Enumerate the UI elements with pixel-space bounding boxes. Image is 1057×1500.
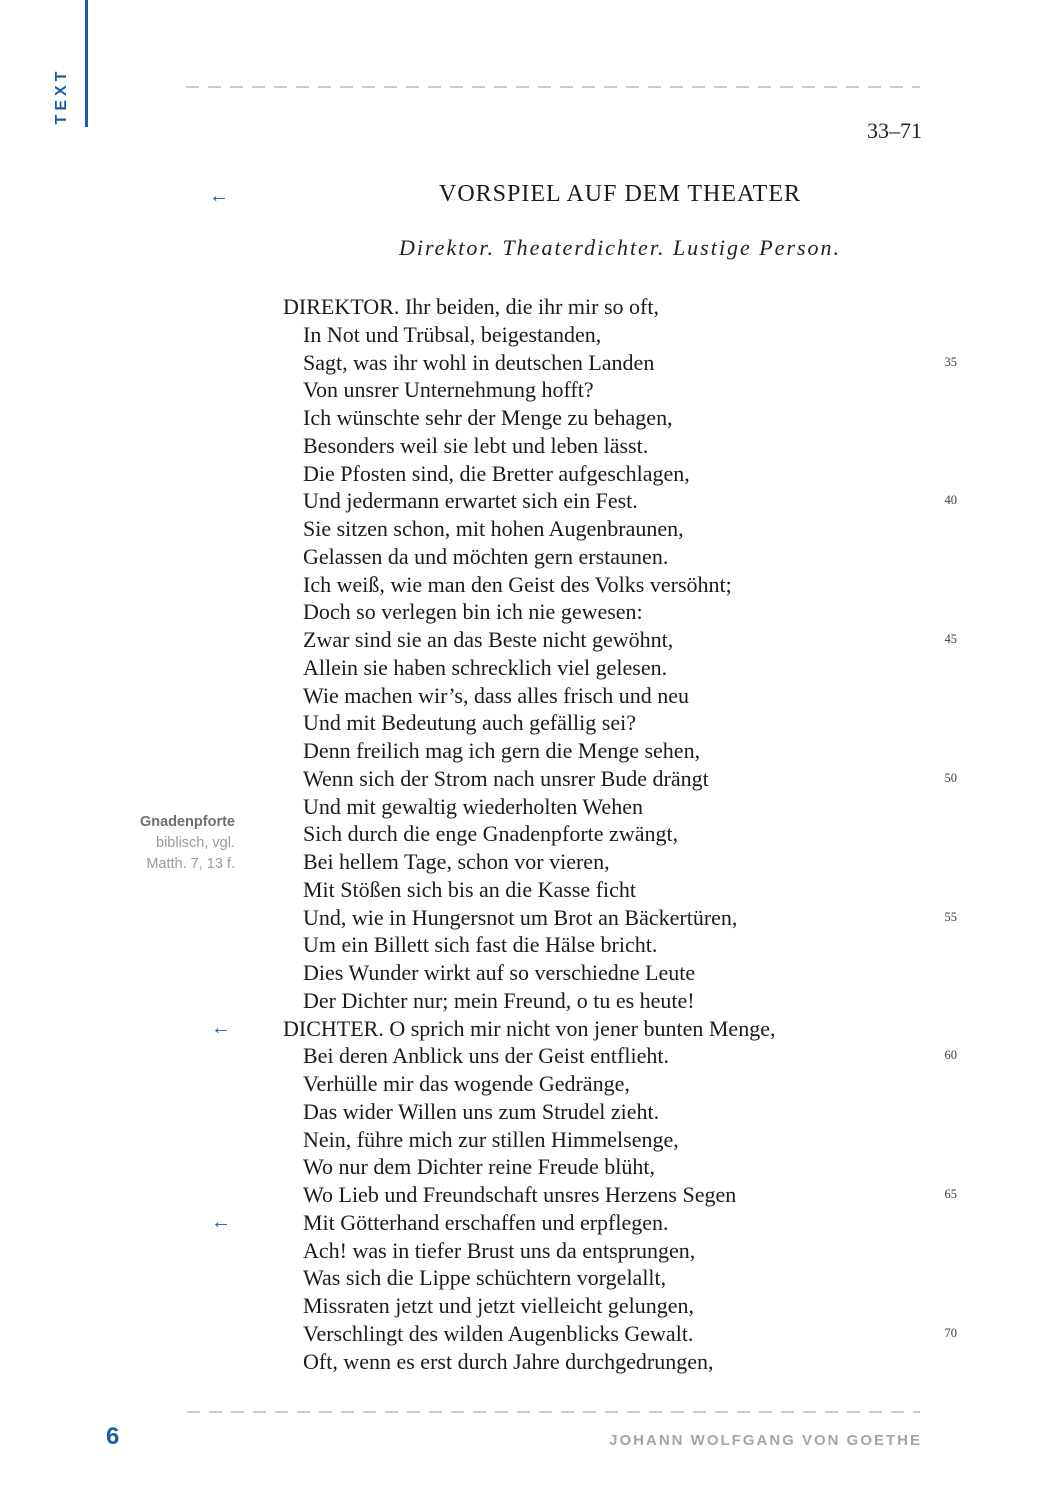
poem-line xyxy=(283,376,957,404)
margin-note-term: Gnadenpforte xyxy=(139,814,235,830)
poem-line xyxy=(283,349,957,377)
poem-line xyxy=(283,1181,957,1209)
poem-line xyxy=(283,571,957,599)
poem-line xyxy=(283,1126,957,1154)
bottom-dashed-rule xyxy=(187,1411,920,1413)
poem-line xyxy=(283,709,957,737)
poem-line xyxy=(283,904,957,932)
poem-line xyxy=(211,1015,957,1043)
verse-text: Verschlingt des wilden Augenblicks Gewalt. xyxy=(303,1320,694,1346)
verse-text: Von unsrer Unternehmung hofft? xyxy=(303,377,594,403)
margin-note xyxy=(95,812,235,875)
running-footer-author: JOHANN WOLFGANG VON GOETHE xyxy=(609,1432,922,1449)
poem-line xyxy=(283,848,957,876)
verse-text: DIREKTOR. Ihr beiden, die ihr mir so oft, xyxy=(283,294,659,319)
verse-text: In Not und Trübsal, beigestanden, xyxy=(303,321,602,347)
poem-line xyxy=(283,682,957,710)
poem-line xyxy=(283,460,957,488)
verse-text: Und, wie in Hungersnot um Brot an Bäckertüren, xyxy=(303,904,738,930)
poem-line xyxy=(283,1098,957,1126)
poem-line xyxy=(283,432,957,460)
verse-text: Verhülle mir das wogende Gedränge, xyxy=(303,1071,630,1096)
scene-title: VORSPIEL AUF DEM THEATER xyxy=(438,181,802,207)
verse-text: Bei deren Anblick uns der Geist entflieht. xyxy=(303,1043,669,1069)
verse-text: Der Dichter nur; mein Freund, o tu es heute! xyxy=(303,987,695,1013)
verse-text: Wo nur dem Dichter reine Freude blüht, xyxy=(303,1154,655,1180)
verse-text: Bei hellem Tage, schon vor vieren, xyxy=(303,849,610,874)
scene-characters: Direktor. Theaterdichter. Lustige Person. xyxy=(398,235,842,260)
verse-text: Besonders weil sie lebt und leben lässt. xyxy=(303,432,649,458)
verse-text: Mit Götterhand erschaffen und erpflegen. xyxy=(303,1209,669,1235)
verse-text: Allein sie haben schrecklich viel gelesen. xyxy=(303,654,668,680)
verse-text: Sagt, was ihr wohl in deutschen Landen xyxy=(303,349,655,375)
verse-text: Doch so verlegen bin ich nie gewesen: xyxy=(303,599,643,625)
edge-tab-label: TEXT xyxy=(53,67,70,125)
verse-text: Ich weiß, wie man den Geist des Volks versöhnt; xyxy=(303,571,732,597)
poem-line xyxy=(283,987,957,1015)
poem-line xyxy=(283,654,957,682)
verse-number: 40 xyxy=(944,493,957,508)
verse-text: Ich wünschte sehr der Menge zu behagen, xyxy=(303,405,673,430)
edge-tab-bar xyxy=(85,0,88,127)
page-number: 6 xyxy=(106,1423,120,1450)
verse-text: DICHTER. O sprich mir nicht von jener bunten Menge, xyxy=(283,1015,776,1041)
verse-text: Wo Lieb und Freundschaft unsres Herzens Segen xyxy=(303,1182,737,1207)
poem-line xyxy=(283,598,957,626)
verse-text: Dies Wunder wirkt auf so verschiedne Leute xyxy=(303,960,696,985)
poem-line xyxy=(283,293,957,321)
verse-text: Denn freilich mag ich gern die Menge sehen, xyxy=(303,738,701,763)
verse-range-label: 33–71 xyxy=(867,118,922,143)
verse-text: Wenn sich der Strom nach unsrer Bude drängt xyxy=(303,765,709,791)
verse-number: 35 xyxy=(944,354,957,369)
left-arrow-icon: ← xyxy=(211,1210,231,1233)
title-left-arrow-icon xyxy=(209,183,229,211)
poem-line xyxy=(283,1042,957,1070)
poem-line xyxy=(283,1153,957,1181)
verse-text: Das wider Willen uns zum Strudel zieht. xyxy=(303,1098,660,1124)
poem xyxy=(211,293,957,1375)
verse-text: Zwar sind sie an das Beste nicht gewöhnt, xyxy=(303,627,674,652)
left-arrow-icon: ← xyxy=(209,185,229,207)
top-dashed-rule xyxy=(186,86,920,88)
verse-text: Ach! was in tiefer Brust uns da entsprungen, xyxy=(303,1237,696,1263)
poem-line xyxy=(283,1070,957,1098)
verse-text: Nein, führe mich zur stillen Himmelsenge, xyxy=(303,1126,679,1152)
poem-line xyxy=(283,737,957,765)
verse-text: Sie sitzen schon, mit hohen Augenbraunen, xyxy=(303,516,684,541)
verse-text: Die Pfosten sind, die Bretter aufgeschlagen, xyxy=(303,460,690,486)
verse-text: Wie machen wir’s, dass alles frisch und neu xyxy=(303,682,690,708)
poem-line xyxy=(211,1209,957,1237)
poem-line xyxy=(283,515,957,543)
poem-line xyxy=(283,1237,957,1265)
verse-text: Und jedermann erwartet sich ein Fest. xyxy=(303,488,638,514)
poem-line xyxy=(283,765,957,793)
verse-number: 50 xyxy=(944,770,957,785)
left-arrow-icon: ← xyxy=(211,1016,231,1039)
poem-line xyxy=(283,1292,957,1320)
poem-line xyxy=(283,1348,957,1376)
margin-note-line: Matth. 7, 13 f. xyxy=(146,856,235,872)
verse-text: Sich durch die enge Gnadenpforte zwängt, xyxy=(303,821,679,847)
verse-text: Um ein Billett sich fast die Hälse bricht. xyxy=(303,932,658,958)
poem-line xyxy=(283,931,957,959)
poem-line xyxy=(283,321,957,349)
poem-line xyxy=(283,487,957,515)
verse-text: Oft, wenn es erst durch Jahre durchgedrungen, xyxy=(303,1348,714,1374)
verse-number: 55 xyxy=(944,909,957,924)
verse-number: 45 xyxy=(944,632,957,646)
verse-text: Was sich die Lippe schüchtern vorgelallt, xyxy=(303,1265,667,1291)
verse-number: 70 xyxy=(944,1325,957,1340)
poem-line xyxy=(283,1264,957,1292)
verse-number: 65 xyxy=(944,1187,957,1201)
poem-line xyxy=(283,959,957,987)
verse-text: Und mit gewaltig wiederholten Wehen xyxy=(303,793,643,819)
verse-text: Missraten jetzt und jetzt vielleicht gelungen, xyxy=(303,1293,694,1318)
poem-line xyxy=(283,820,957,848)
verse-text: Und mit Bedeutung auch gefällig sei? xyxy=(303,710,636,736)
poem-line xyxy=(283,543,957,571)
poem-line xyxy=(283,404,957,432)
poem-line xyxy=(283,793,957,821)
margin-note-line: biblisch, vgl. xyxy=(156,835,235,851)
verse-text: Gelassen da und möchten gern erstaunen. xyxy=(303,543,669,569)
poem-line xyxy=(283,876,957,904)
poem-line xyxy=(283,1320,957,1348)
poem-line xyxy=(283,626,957,654)
verse-number: 60 xyxy=(944,1048,957,1063)
verse-text: Mit Stößen sich bis an die Kasse ficht xyxy=(303,876,637,902)
